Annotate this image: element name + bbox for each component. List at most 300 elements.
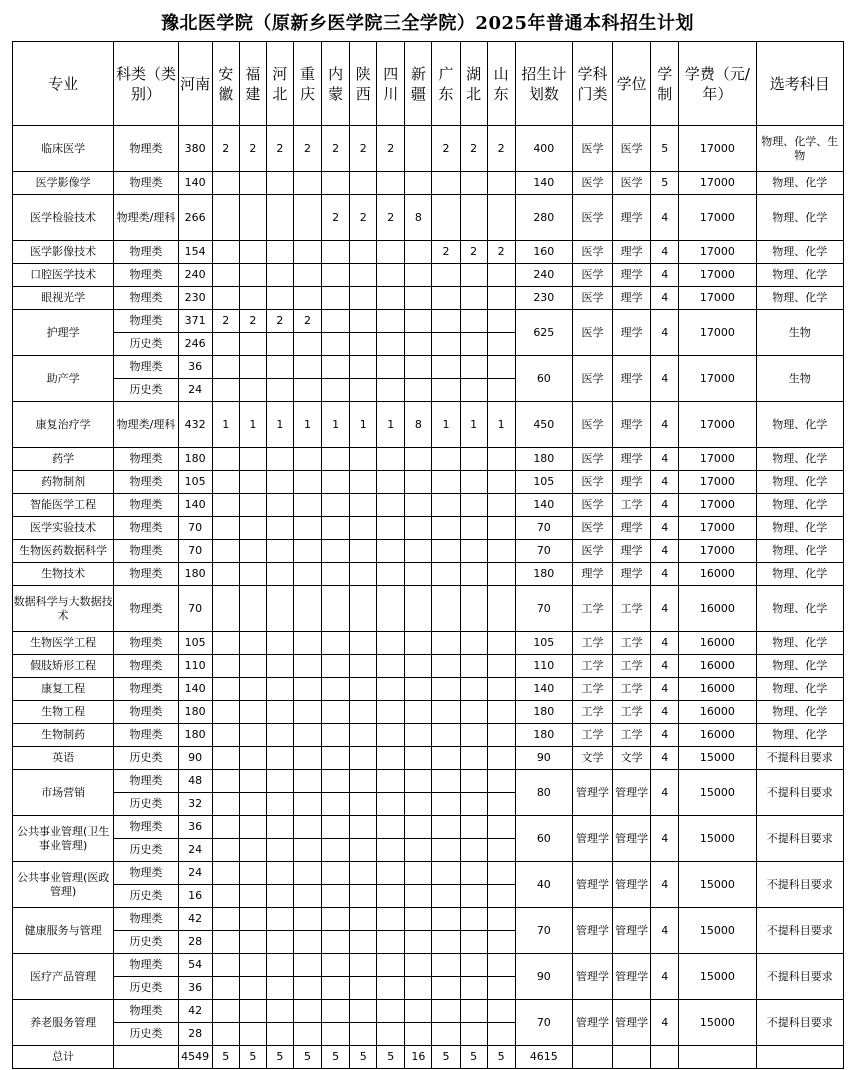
category: 物理类 <box>114 724 178 747</box>
duration: 4 <box>651 862 679 908</box>
plan-total: 105 <box>515 471 572 494</box>
table-row <box>13 908 844 931</box>
discipline: 医学 <box>572 494 612 517</box>
province-count <box>293 287 321 310</box>
province-count <box>460 908 487 931</box>
province-count <box>322 1000 350 1023</box>
province-count <box>432 310 460 333</box>
plan-total: 70 <box>515 1000 572 1046</box>
province-count: 2 <box>293 126 321 172</box>
plan-total: 110 <box>515 655 572 678</box>
subjects: 生物 <box>756 356 843 402</box>
subjects: 物理、化学 <box>756 402 843 448</box>
province-count: 24 <box>178 839 212 862</box>
header-discipline: 学科门类 <box>572 42 612 126</box>
province-count <box>460 264 487 287</box>
province-count: 2 <box>487 126 515 172</box>
province-count <box>266 908 293 931</box>
province-count <box>487 494 515 517</box>
degree: 理学 <box>613 287 651 310</box>
province-count <box>432 632 460 655</box>
province-count: 2 <box>239 310 266 333</box>
discipline: 工学 <box>572 586 612 632</box>
province-count <box>322 701 350 724</box>
province-count: 48 <box>178 770 212 793</box>
province-count <box>212 632 239 655</box>
major-name: 助产学 <box>13 356 114 402</box>
province-count <box>487 839 515 862</box>
province-count <box>239 379 266 402</box>
category: 物理类 <box>114 632 178 655</box>
category: 物理类 <box>114 126 178 172</box>
province-count <box>432 379 460 402</box>
degree: 理学 <box>613 540 651 563</box>
province-count <box>377 977 405 1000</box>
total-empty <box>572 1046 612 1069</box>
province-count <box>322 655 350 678</box>
province-count: 180 <box>178 701 212 724</box>
province-count <box>322 908 350 931</box>
province-count <box>322 793 350 816</box>
plan-total: 70 <box>515 540 572 563</box>
province-count <box>239 287 266 310</box>
plan-total: 80 <box>515 770 572 816</box>
major-name: 公共事业管理(医政管理) <box>13 862 114 908</box>
province-count <box>350 862 377 885</box>
province-count <box>460 448 487 471</box>
province-count <box>350 563 377 586</box>
province-count: 140 <box>178 678 212 701</box>
discipline: 医学 <box>572 517 612 540</box>
province-count <box>377 379 405 402</box>
table-row <box>13 632 844 655</box>
major-name: 健康服务与管理 <box>13 908 114 954</box>
province-count: 8 <box>405 402 432 448</box>
total-province-count: 5 <box>350 1046 377 1069</box>
province-count: 140 <box>178 172 212 195</box>
province-count <box>487 770 515 793</box>
province-count <box>239 471 266 494</box>
province-count <box>377 586 405 632</box>
fee: 17000 <box>679 356 756 402</box>
province-count <box>322 770 350 793</box>
province-count <box>266 333 293 356</box>
category: 物理类 <box>114 540 178 563</box>
province-count <box>350 701 377 724</box>
duration: 4 <box>651 494 679 517</box>
province-count <box>377 310 405 333</box>
table-row <box>13 402 844 448</box>
province-count <box>432 1000 460 1023</box>
fee: 17000 <box>679 494 756 517</box>
province-count <box>293 908 321 931</box>
subjects: 物理、化学 <box>756 264 843 287</box>
province-count <box>239 195 266 241</box>
province-count: 180 <box>178 724 212 747</box>
province-count <box>460 701 487 724</box>
category: 历史类 <box>114 1023 178 1046</box>
province-count <box>239 448 266 471</box>
province-count <box>350 839 377 862</box>
province-count: 42 <box>178 908 212 931</box>
province-count <box>239 724 266 747</box>
province-count <box>322 494 350 517</box>
province-count <box>293 540 321 563</box>
province-count <box>377 1000 405 1023</box>
province-count <box>266 931 293 954</box>
province-count <box>239 931 266 954</box>
province-count <box>377 448 405 471</box>
province-count <box>212 586 239 632</box>
province-count <box>487 816 515 839</box>
province-count <box>293 862 321 885</box>
province-count <box>460 356 487 379</box>
province-count <box>293 517 321 540</box>
province-count <box>350 379 377 402</box>
header-degree: 学位 <box>613 42 651 126</box>
degree: 医学 <box>613 172 651 195</box>
degree: 理学 <box>613 563 651 586</box>
degree: 工学 <box>613 678 651 701</box>
province-count <box>212 908 239 931</box>
province-count <box>266 816 293 839</box>
province-count <box>460 885 487 908</box>
province-count <box>460 954 487 977</box>
province-count <box>460 678 487 701</box>
table-row <box>13 862 844 885</box>
plan-total: 40 <box>515 862 572 908</box>
fee: 15000 <box>679 908 756 954</box>
fee: 15000 <box>679 816 756 862</box>
province-count <box>405 333 432 356</box>
province-count <box>212 1023 239 1046</box>
plan-total: 180 <box>515 448 572 471</box>
major-name: 医学影像技术 <box>13 241 114 264</box>
major-name: 眼视光学 <box>13 287 114 310</box>
province-count <box>377 885 405 908</box>
degree: 理学 <box>613 310 651 356</box>
province-count <box>322 448 350 471</box>
province-count <box>377 908 405 931</box>
province-count <box>350 586 377 632</box>
category: 物理类 <box>114 172 178 195</box>
category: 物理类 <box>114 563 178 586</box>
major-name: 数据科学与大数据技术 <box>13 586 114 632</box>
category: 历史类 <box>114 333 178 356</box>
province-count: 2 <box>487 241 515 264</box>
discipline: 管理学 <box>572 908 612 954</box>
province-count <box>350 770 377 793</box>
province-count <box>377 264 405 287</box>
plan-total: 180 <box>515 563 572 586</box>
province-count <box>322 862 350 885</box>
total-empty <box>679 1046 756 1069</box>
province-count <box>460 770 487 793</box>
subjects: 物理、化学 <box>756 701 843 724</box>
table-row <box>13 264 844 287</box>
province-count <box>350 655 377 678</box>
province-count <box>239 494 266 517</box>
province-count <box>212 287 239 310</box>
category: 物理类/理科 <box>114 195 178 241</box>
province-count <box>405 747 432 770</box>
province-count <box>432 839 460 862</box>
province-count <box>350 678 377 701</box>
header-province-fujian: 福建 <box>239 42 266 126</box>
fee: 15000 <box>679 1000 756 1046</box>
province-count: 105 <box>178 632 212 655</box>
header-province-neimeng: 内蒙 <box>322 42 350 126</box>
degree: 理学 <box>613 471 651 494</box>
province-count <box>487 1000 515 1023</box>
province-count <box>266 1023 293 1046</box>
province-count <box>405 908 432 931</box>
province-count <box>487 540 515 563</box>
province-count <box>487 287 515 310</box>
header-province-sichuan: 四川 <box>377 42 405 126</box>
province-count <box>405 793 432 816</box>
category: 物理类 <box>114 816 178 839</box>
province-count <box>322 839 350 862</box>
category: 物理类 <box>114 448 178 471</box>
province-count: 2 <box>460 241 487 264</box>
province-count <box>487 586 515 632</box>
province-count: 70 <box>178 540 212 563</box>
province-count <box>432 954 460 977</box>
province-count: 1 <box>487 402 515 448</box>
province-count <box>239 678 266 701</box>
province-count <box>432 517 460 540</box>
province-count <box>212 172 239 195</box>
province-count <box>322 816 350 839</box>
discipline: 管理学 <box>572 770 612 816</box>
degree: 工学 <box>613 586 651 632</box>
province-count <box>350 540 377 563</box>
discipline: 医学 <box>572 241 612 264</box>
province-count <box>487 195 515 241</box>
province-count <box>405 517 432 540</box>
province-count <box>322 517 350 540</box>
province-count <box>266 264 293 287</box>
province-count: 230 <box>178 287 212 310</box>
header-province-anhui: 安徽 <box>212 42 239 126</box>
major-name: 假肢矫形工程 <box>13 655 114 678</box>
discipline: 文学 <box>572 747 612 770</box>
province-count <box>322 632 350 655</box>
province-count <box>212 241 239 264</box>
province-count <box>350 448 377 471</box>
fee: 16000 <box>679 678 756 701</box>
discipline: 医学 <box>572 264 612 287</box>
table-row <box>13 448 844 471</box>
category: 物理类 <box>114 954 178 977</box>
duration: 4 <box>651 241 679 264</box>
discipline: 医学 <box>572 195 612 241</box>
province-count: 36 <box>178 356 212 379</box>
province-count <box>293 264 321 287</box>
province-count <box>377 517 405 540</box>
province-count <box>322 747 350 770</box>
duration: 4 <box>651 287 679 310</box>
province-count <box>266 1000 293 1023</box>
province-count: 70 <box>178 586 212 632</box>
subjects: 不提科目要求 <box>756 770 843 816</box>
category: 物理类 <box>114 1000 178 1023</box>
province-count <box>460 586 487 632</box>
province-count: 1 <box>350 402 377 448</box>
province-count <box>293 379 321 402</box>
degree: 管理学 <box>613 816 651 862</box>
category: 历史类 <box>114 839 178 862</box>
province-count <box>350 172 377 195</box>
province-count <box>322 954 350 977</box>
province-count <box>377 701 405 724</box>
duration: 4 <box>651 1000 679 1046</box>
province-count <box>350 310 377 333</box>
table-row <box>13 724 844 747</box>
table-row <box>13 954 844 977</box>
province-count <box>487 908 515 931</box>
discipline: 管理学 <box>572 1000 612 1046</box>
major-name: 医学检验技术 <box>13 195 114 241</box>
province-count: 180 <box>178 448 212 471</box>
province-count <box>322 264 350 287</box>
fee: 15000 <box>679 862 756 908</box>
province-count <box>460 977 487 1000</box>
province-count <box>377 724 405 747</box>
province-count <box>239 540 266 563</box>
subjects: 物理、化学 <box>756 724 843 747</box>
province-count <box>377 655 405 678</box>
province-count <box>266 678 293 701</box>
subjects: 不提科目要求 <box>756 908 843 954</box>
subjects: 物理、化学 <box>756 172 843 195</box>
duration: 4 <box>651 655 679 678</box>
province-count <box>377 632 405 655</box>
province-count <box>212 816 239 839</box>
total-empty <box>651 1046 679 1069</box>
category: 历史类 <box>114 931 178 954</box>
discipline: 工学 <box>572 655 612 678</box>
province-count <box>293 1023 321 1046</box>
subjects: 物理、化学 <box>756 586 843 632</box>
province-count: 2 <box>322 126 350 172</box>
degree: 文学 <box>613 747 651 770</box>
province-count: 36 <box>178 977 212 1000</box>
province-count <box>377 839 405 862</box>
subjects: 物理、化学 <box>756 632 843 655</box>
province-count <box>460 494 487 517</box>
major-name: 生物医药数据科学 <box>13 540 114 563</box>
province-count <box>377 356 405 379</box>
header-province-chongqing: 重庆 <box>293 42 321 126</box>
province-count: 24 <box>178 862 212 885</box>
province-count <box>405 954 432 977</box>
province-count <box>322 471 350 494</box>
province-count <box>212 563 239 586</box>
province-count <box>266 540 293 563</box>
province-count <box>405 655 432 678</box>
province-count <box>266 563 293 586</box>
province-count <box>432 540 460 563</box>
province-count <box>293 724 321 747</box>
province-count <box>487 724 515 747</box>
discipline: 医学 <box>572 310 612 356</box>
province-count <box>212 540 239 563</box>
degree: 理学 <box>613 241 651 264</box>
category: 物理类/理科 <box>114 402 178 448</box>
province-count <box>293 770 321 793</box>
province-count <box>432 471 460 494</box>
province-count <box>239 655 266 678</box>
province-count <box>350 471 377 494</box>
subjects: 物理、化学 <box>756 241 843 264</box>
total-province-count: 5 <box>377 1046 405 1069</box>
province-count <box>460 1000 487 1023</box>
table-row <box>13 678 844 701</box>
plan-total: 280 <box>515 195 572 241</box>
plan-total: 60 <box>515 356 572 402</box>
province-count <box>432 701 460 724</box>
province-count: 1 <box>293 402 321 448</box>
province-count: 8 <box>405 195 432 241</box>
province-count <box>460 839 487 862</box>
province-count <box>293 1000 321 1023</box>
category: 物理类 <box>114 310 178 333</box>
province-count <box>293 701 321 724</box>
province-count <box>293 839 321 862</box>
province-count: 1 <box>432 402 460 448</box>
plan-total: 230 <box>515 287 572 310</box>
plan-total: 90 <box>515 954 572 1000</box>
province-count <box>405 862 432 885</box>
province-count: 90 <box>178 747 212 770</box>
degree: 理学 <box>613 448 651 471</box>
duration: 4 <box>651 195 679 241</box>
fee: 15000 <box>679 954 756 1000</box>
province-count <box>460 931 487 954</box>
province-count <box>266 977 293 1000</box>
major-name: 口腔医学技术 <box>13 264 114 287</box>
province-count <box>487 1023 515 1046</box>
subjects: 生物 <box>756 310 843 356</box>
province-count <box>239 954 266 977</box>
province-count <box>293 333 321 356</box>
degree: 管理学 <box>613 770 651 816</box>
province-count <box>266 954 293 977</box>
degree: 理学 <box>613 195 651 241</box>
province-count: 2 <box>239 126 266 172</box>
table-row <box>13 1000 844 1023</box>
discipline: 管理学 <box>572 816 612 862</box>
province-count <box>377 816 405 839</box>
table-row <box>13 540 844 563</box>
province-count: 2 <box>266 310 293 333</box>
province-count <box>239 885 266 908</box>
province-count <box>487 563 515 586</box>
province-count <box>266 241 293 264</box>
total-province-count: 4549 <box>178 1046 212 1069</box>
province-count <box>432 885 460 908</box>
province-count <box>405 540 432 563</box>
duration: 4 <box>651 310 679 356</box>
fee: 16000 <box>679 655 756 678</box>
province-count <box>266 724 293 747</box>
province-count <box>432 770 460 793</box>
province-count <box>212 839 239 862</box>
category: 物理类 <box>114 678 178 701</box>
duration: 4 <box>651 402 679 448</box>
